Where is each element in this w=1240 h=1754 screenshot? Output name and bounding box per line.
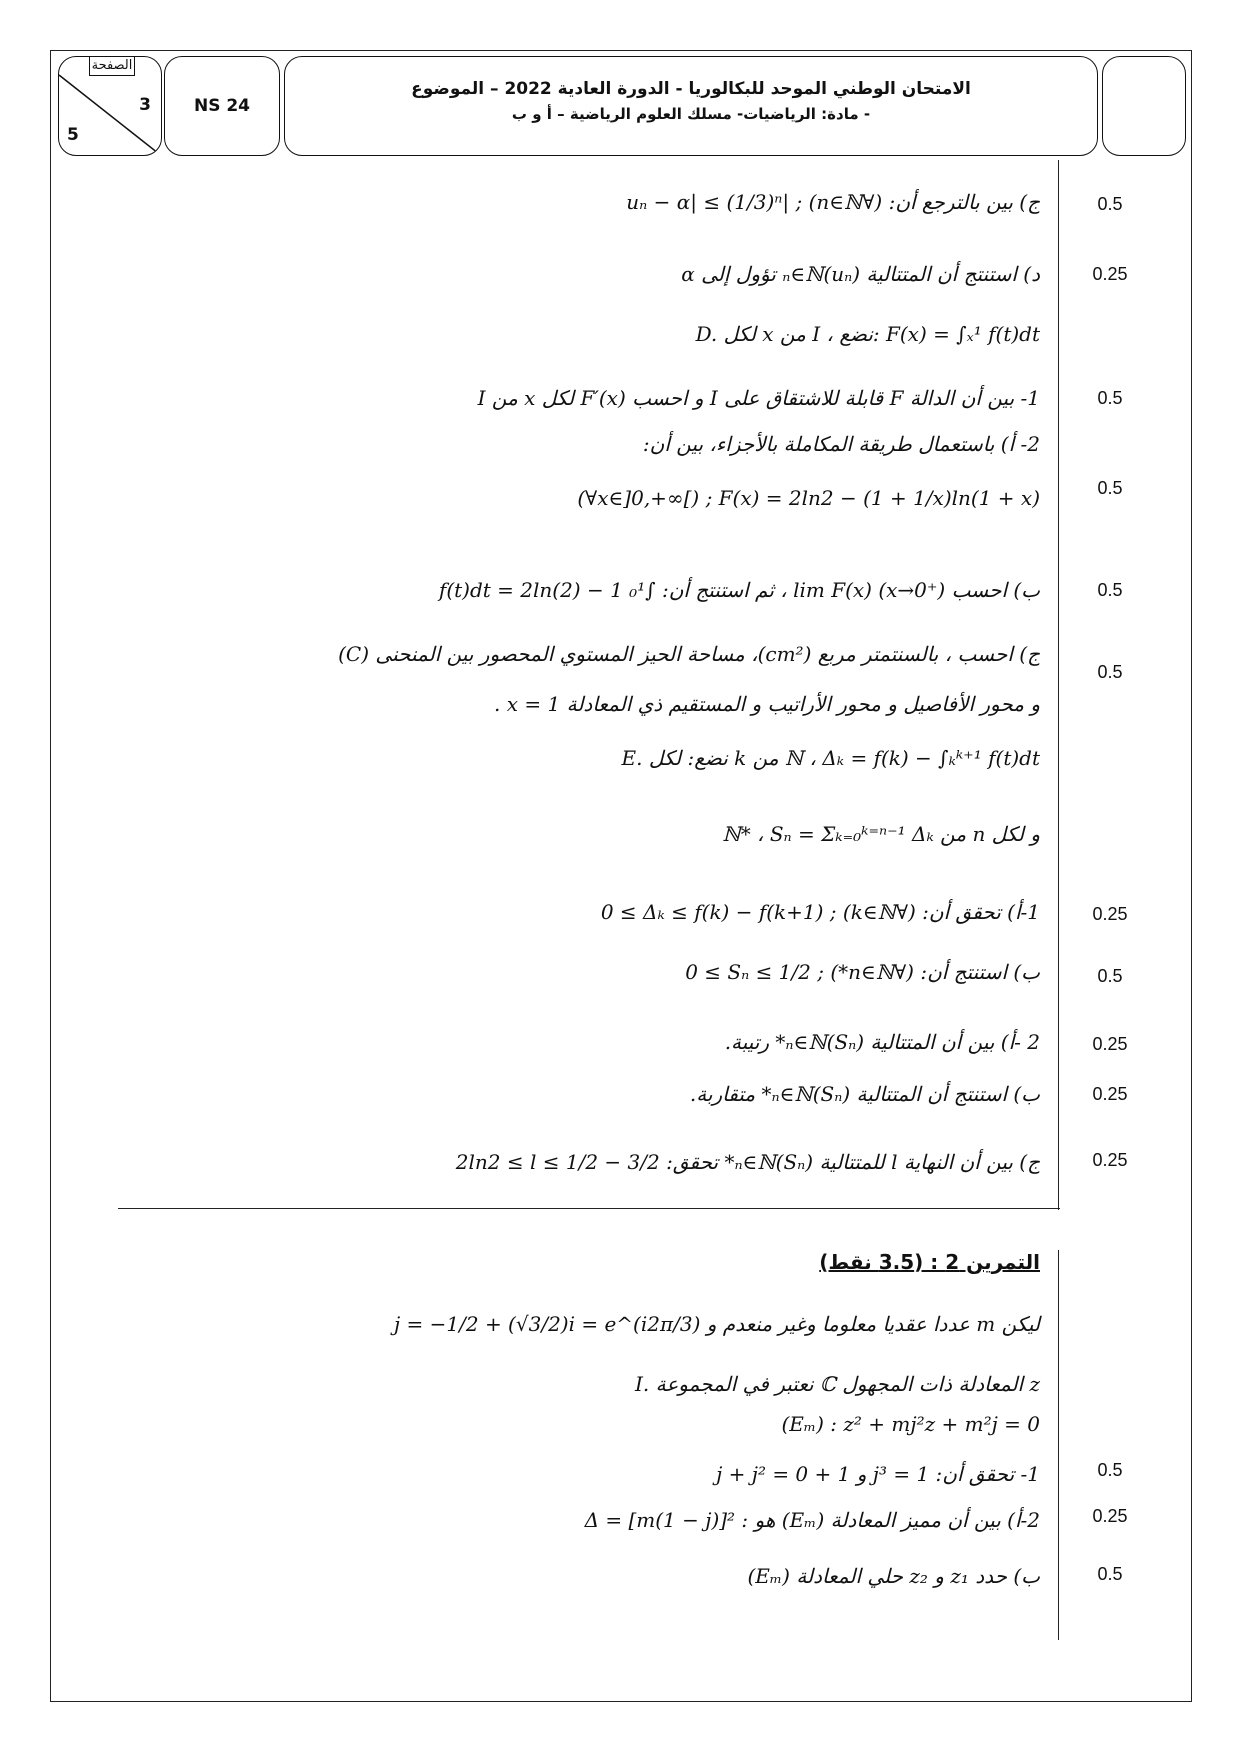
score: 0.25	[1092, 1506, 1128, 1526]
question-line: ب) حدد z₁ و z₂ حلي المعادلة (Eₘ)	[747, 1564, 1040, 1588]
exercise-2-title: التمرين 2 : (3.5 نقط)	[819, 1250, 1040, 1274]
score: 0.25	[1092, 1084, 1128, 1104]
question-line: 2 -أ) بين أن المتتالية (Sₙ)ₙ∈ℕ* رتيبة.	[724, 1030, 1040, 1054]
page-number-box	[58, 56, 162, 156]
score: 0.5	[1097, 388, 1123, 408]
question-line: 2- أ) باستعمال طريقة المكاملة بالأجزاء، بين أن:	[642, 432, 1040, 456]
question-line: (∀x∈]0,+∞[) ; F(x) = 2ln2 − (1 + 1/x)ln(1 + x)	[577, 486, 1040, 510]
score: 0.5	[1097, 580, 1123, 600]
score-column-divider-2	[1058, 1250, 1059, 1640]
exam-code: NS 24	[164, 56, 280, 156]
score: 0.5	[1097, 1460, 1123, 1480]
exam-title-box	[284, 56, 1098, 156]
score: 0.5	[1097, 966, 1123, 986]
question-line: و لكل n من ℕ* ، Sₙ = Σₖ₌₀ᵏ⁼ⁿ⁻¹ Δₖ	[722, 822, 1040, 846]
score: 0.25	[1092, 1034, 1128, 1054]
question-line: و محور الأفاصيل و محور الأراتيب و المستقيم ذي المعادلة x = 1 .	[494, 692, 1040, 716]
blank-box	[1102, 56, 1186, 156]
page-total: 5	[67, 125, 79, 145]
question-line: ب) احسب lim F(x) (x→0⁺) ، ثم استنتج أن: ∫₀¹ f(t)dt = 2ln(2) − 1	[438, 578, 1040, 602]
question-line: 1-أ) تحقق أن: (∀k∈ℕ) ; 0 ≤ Δₖ ≤ f(k) − f(k+1)	[600, 900, 1040, 924]
question-line: (Eₘ) : z² + mj²z + m²j = 0	[781, 1412, 1040, 1436]
question-line: ج) بين أن النهاية l للمتتالية (Sₙ)ₙ∈ℕ* تحقق: 3/2 − 2ln2 ≤ l ≤ 1/2	[455, 1150, 1040, 1174]
question-line: ب) استنتج أن: (∀n∈ℕ*) ; 0 ≤ Sₙ ≤ 1/2	[685, 960, 1040, 984]
section-divider	[118, 1208, 1060, 1209]
question-line: I. نعتبر في المجموعة ℂ المعادلة ذات المجهول z	[634, 1372, 1040, 1396]
score: 0.5	[1097, 1564, 1123, 1584]
question-line: D. لكل x من I ، نضع: F(x) = ∫ₓ¹ f(t)dt	[695, 322, 1040, 346]
exam-subtitle: - مادة: الرياضيات- مسلك العلوم الرياضية – أ و ب	[511, 105, 871, 123]
question-line: 1- بين أن الدالة F قابلة للاشتقاق على I و احسب F′(x) لكل x من I	[477, 386, 1040, 410]
question-line: ج) احسب ، بالسنتمتر مربع (cm²)، مساحة الحيز المستوي المحصور بين المنحنى (C)	[338, 642, 1040, 666]
page-current: 3	[139, 95, 151, 115]
score: 0.25	[1092, 264, 1128, 284]
page-frame	[50, 50, 1192, 1702]
score: 0.25	[1092, 904, 1128, 924]
score: 0.25	[1092, 1150, 1128, 1170]
score: 0.5	[1097, 662, 1123, 682]
question-line: ليكن m عددا عقديا معلوما وغير منعدم و j = −1/2 + (√3/2)i = e^(i2π/3)	[393, 1312, 1040, 1336]
question-line: E. نضع: لكل k من ℕ ، Δₖ = f(k) − ∫ₖᵏ⁺¹ f(t)dt	[621, 746, 1040, 770]
question-line: ب) استنتج أن المتتالية (Sₙ)ₙ∈ℕ* متقاربة.	[689, 1082, 1040, 1106]
question-line: 1- تحقق أن: j³ = 1 و 1 + j + j² = 0	[716, 1462, 1040, 1486]
exam-title: الامتحان الوطني الموحد للبكالوريا - الدورة العادية 2022 – الموضوع	[411, 79, 971, 99]
score: 0.5	[1097, 194, 1123, 214]
page-label: الصفحة	[89, 57, 135, 76]
question-line: ج) بين بالترجع أن: (∀n∈ℕ) ; |uₙ − α| ≤ (1/3)ⁿ	[626, 190, 1040, 214]
question-line: 2-أ) بين أن مميز المعادلة (Eₘ) هو : Δ = [m(1 − j)]²	[584, 1508, 1040, 1532]
question-line: د) استنتج أن المتتالية (uₙ)ₙ∈ℕ تؤول إلى α	[681, 262, 1040, 286]
score-column-divider	[1058, 160, 1059, 1210]
score: 0.5	[1097, 478, 1123, 498]
